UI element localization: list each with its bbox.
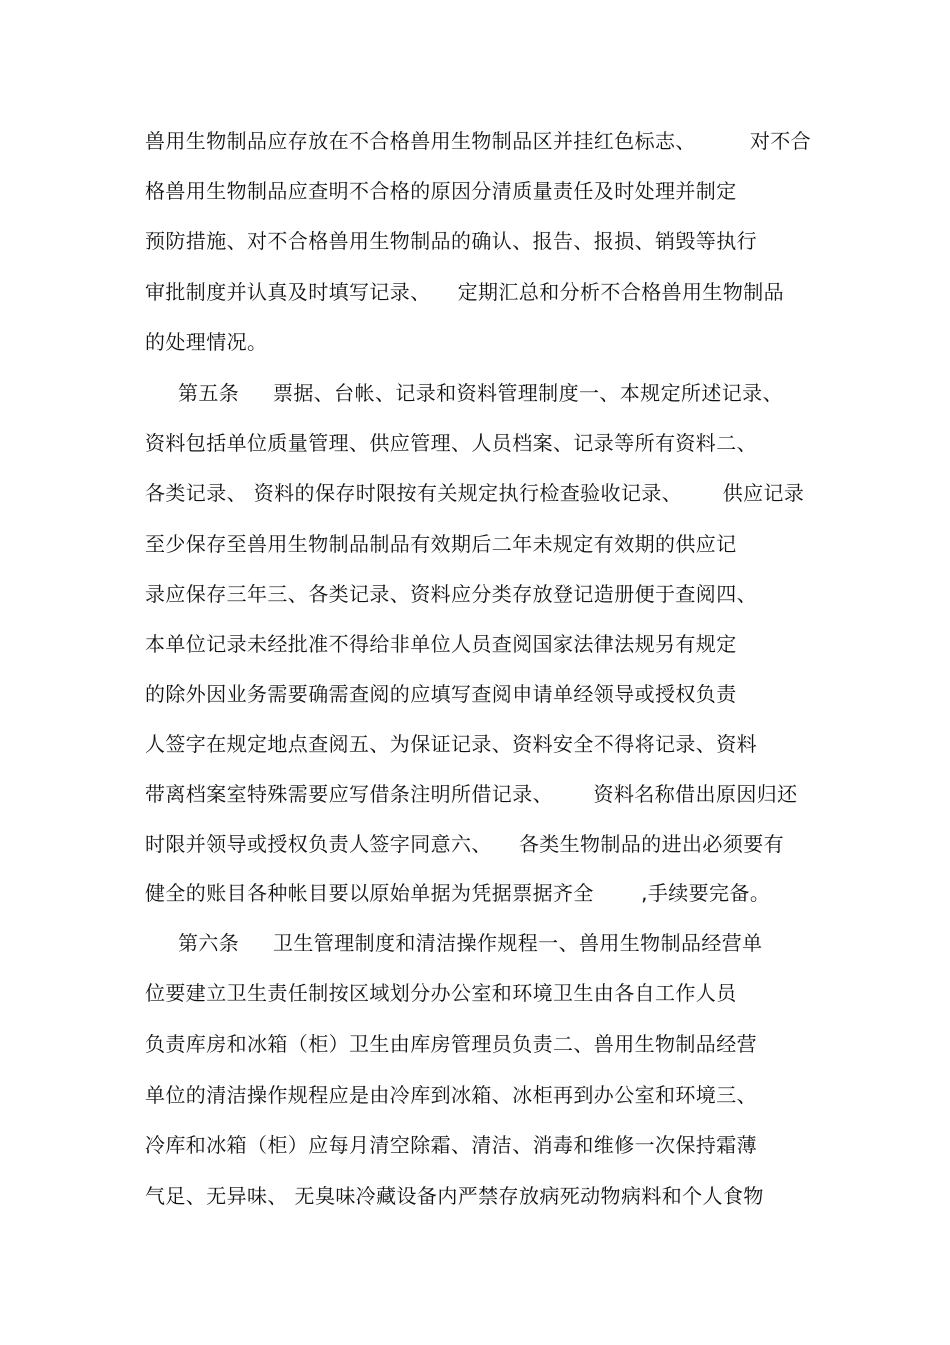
text-line-15: 时限并领导或授权负责人签字同意六、 各类生物制品的进出必须要有 [145,832,785,856]
text-line-14: 带离档案室特殊需要应写借条注明所借记录、 资料名称借出原因归还 [145,782,798,806]
text-line-13: 人签字在规定地点查阅五、为保证记录、资料安全不得将记录、资料 [145,732,757,756]
text-line-8: 各类记录、 资料的保存时限按有关规定执行检查验收记录、 供应记录 [145,481,805,505]
text-line-21: 冷库和冰箱（柜）应每月清空除霜、清洁、消毒和维修一次保持霜薄 [145,1133,757,1157]
article-6-heading-line: 第六条 卫生管理制度和清洁操作规程一、兽用生物制品经营单 [178,931,763,955]
text-line-4: 审批制度并认真及时填写记录、 定期汇总和分析不合格兽用生物制品 [145,280,785,304]
article-5-heading-line: 第五条 票据、台帐、记录和资料管理制度一、本规定所述记录、 [178,381,783,405]
text-line-16: 健全的账目各种帐目要以原始单据为凭据票据齐全 ,手续要完备。 [145,881,771,905]
text-line-20: 单位的清洁操作规程应是由冷库到冰箱、冰柜再到办公室和环境三、 [145,1083,757,1107]
text-line-2: 格兽用生物制品应查明不合格的原因分清质量责任及时处理并制定 [145,179,737,203]
text-line-11: 本单位记录未经批准不得给非单位人员查阅国家法律法规另有规定 [145,632,737,656]
text-line-1: 兽用生物制品应存放在不合格兽用生物制品区并挂红色标志、 对不合 [145,129,812,153]
text-line-7: 资料包括单位质量管理、供应管理、人员档案、记录等所有资料二、 [145,431,757,455]
text-line-22: 气足、无异味、 无臭味冷藏设备内严禁存放病死动物病料和个人食物 [145,1184,764,1208]
text-line-18: 位要建立卫生责任制按区域划分办公室和环境卫生由各自工作人员 [145,981,737,1005]
text-line-10: 录应保存三年三、各类记录、资料应分类存放登记造册便于查阅四、 [145,582,757,606]
text-line-12: 的除外因业务需要确需查阅的应填写查阅申请单经领导或授权负责 [145,682,737,706]
text-line-5: 的处理情况。 [145,330,268,354]
text-line-9: 至少保存至兽用生物制品制品有效期后二年未规定有效期的供应记 [145,532,737,556]
text-line-3: 预防措施、对不合格兽用生物制品的确认、报告、报损、销毁等执行 [145,229,757,253]
text-line-19: 负责库房和冰箱（柜）卫生由库房管理员负责二、兽用生物制品经营 [145,1032,757,1056]
